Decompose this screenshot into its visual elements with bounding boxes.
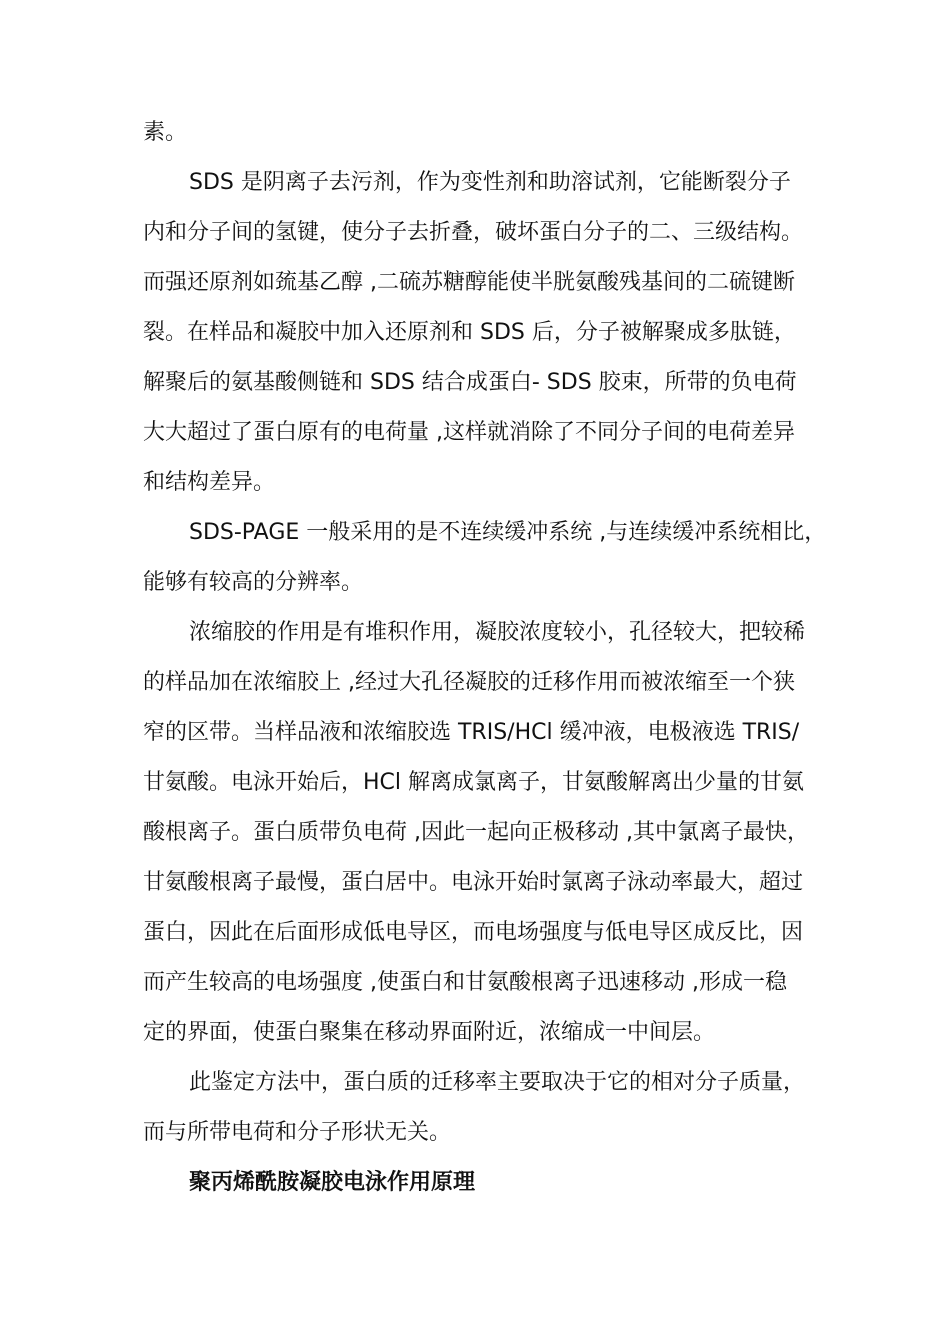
text-line: 裂。在样品和凝胶中加入还原剂和 SDS 后，分子被解聚成多肽链， [143,320,796,345]
section-heading: 聚丙烯酰胺凝胶电泳作用原理 [189,1170,476,1195]
text-line: SDS-PAGE 一般采用的是不连续缓冲系统 ,与连续缓冲系统相比， [189,520,827,545]
text-line: 大大超过了蛋白原有的电荷量 ,这样就消除了不同分子间的电荷差异 [143,420,795,445]
text-line: 解聚后的氨基酸侧链和 SDS 结合成蛋白- SDS 胶束，所带的负电荷 [143,370,797,395]
document-body [143,108,833,1208]
text-line: 甘氨酸根离子最慢，蛋白居中。电泳开始时氯离子泳动率最大，超过 [143,870,804,895]
text-line: SDS 是阴离子去污剂，作为变性剂和助溶试剂，它能断裂分子 [189,170,791,195]
text-line: 酸根离子。蛋白质带负电荷 ,因此一起向正极移动 ,其中氯离子最快， [143,820,809,845]
text-line: 的样品加在浓缩胶上 ,经过大孔径凝胶的迁移作用而被浓缩至一个狭 [143,670,795,695]
text-line: 窄的区带。当样品液和浓缩胶选 TRIS/HCl 缓冲液，电极液选 TRIS/ [143,720,800,745]
text-line: 内和分子间的氢键，使分子去折叠，破坏蛋白分子的二、三级结构。 [143,220,804,245]
text-line: 甘氨酸。电泳开始后，HCl 解离成氯离子，甘氨酸解离出少量的甘氨 [143,770,805,795]
text-line: 能够有较高的分辨率。 [143,570,364,595]
text-line: 素。 [143,120,188,145]
text-line: 而强还原剂如巯基乙醇 ,二硫苏糖醇能使半胱氨酸残基间的二硫键断 [143,270,795,295]
text-line: 而产生较高的电场强度 ,使蛋白和甘氨酸根离子迅速移动 ,形成一稳 [143,970,787,995]
text-line: 而与所带电荷和分子形状无关。 [143,1120,452,1145]
text-line: 此鉴定方法中，蛋白质的迁移率主要取决于它的相对分子质量， [189,1070,806,1095]
text-line: 和结构差异。 [143,470,276,495]
text-line: 定的界面，使蛋白聚集在移动界面附近，浓缩成一中间层。 [143,1020,716,1045]
text-line: 浓缩胶的作用是有堆积作用，凝胶浓度较小，孔径较大，把较稀 [189,620,806,645]
text-line: 蛋白，因此在后面形成低电导区，而电场强度与低电导区成反比，因 [143,920,804,945]
